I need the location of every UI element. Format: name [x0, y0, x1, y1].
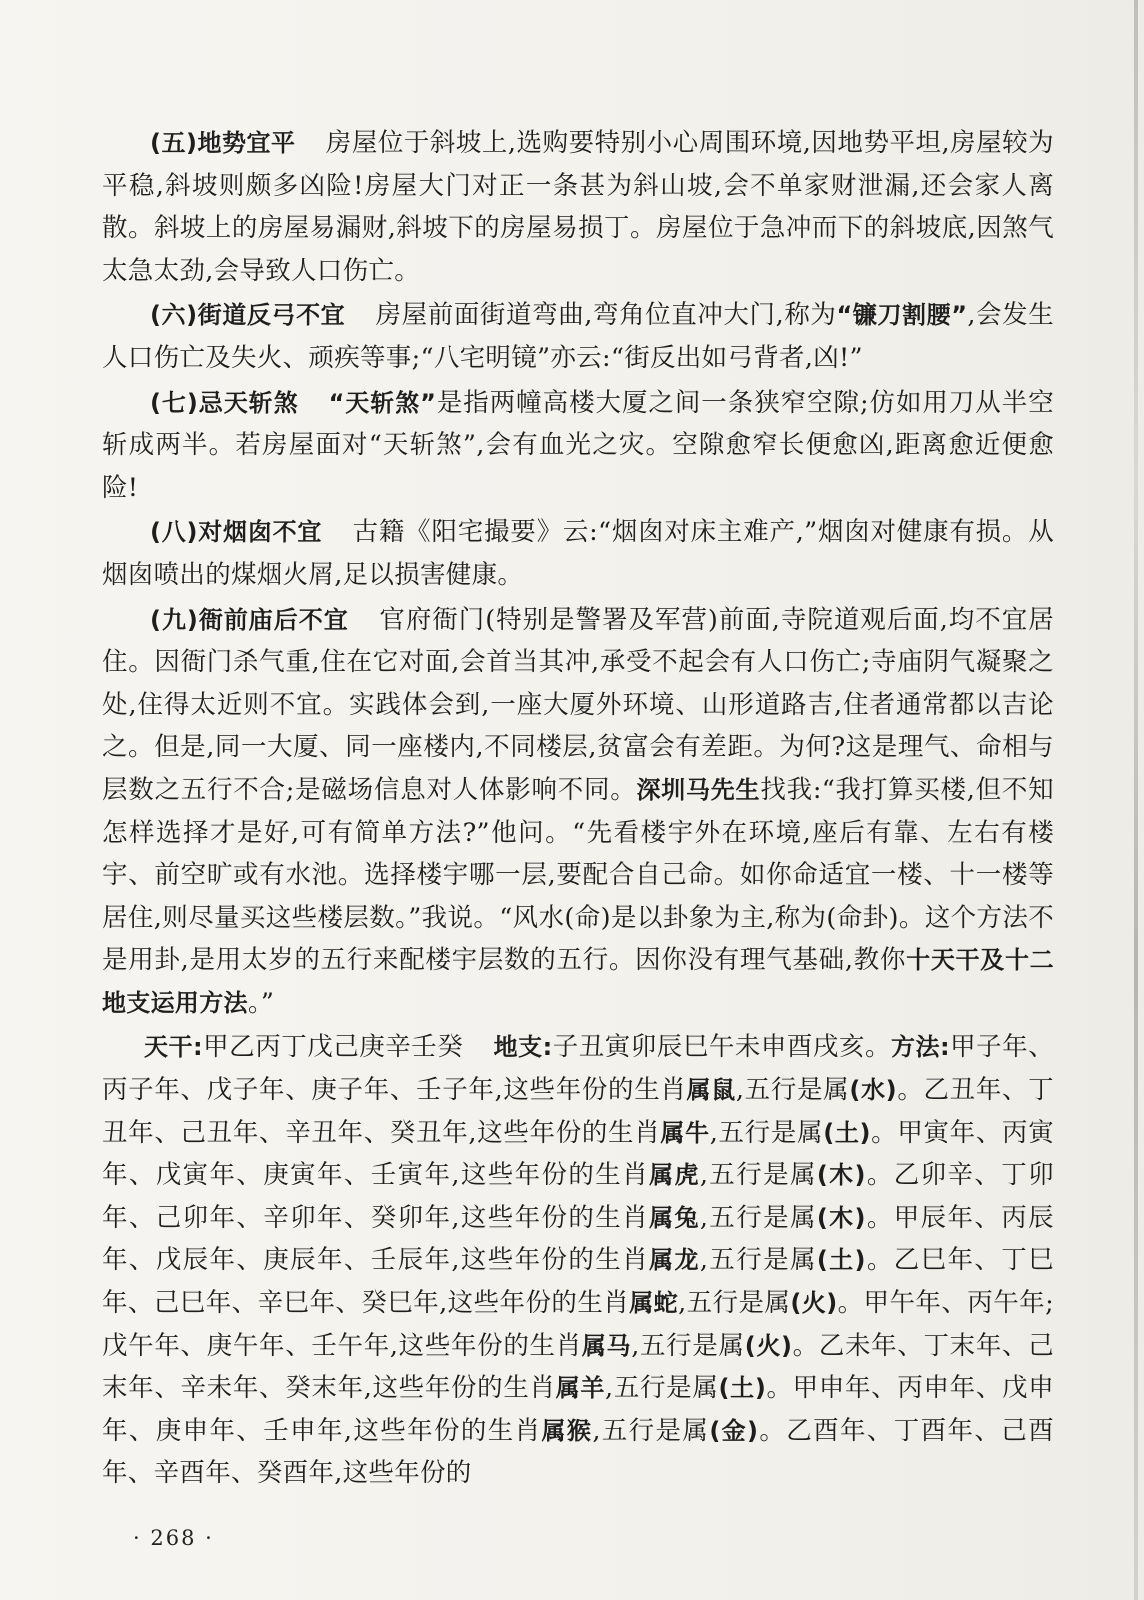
paragraph-text: 。”	[247, 987, 275, 1018]
element-term: (木)	[816, 1203, 866, 1232]
paragraph-7	[102, 382, 1054, 510]
paragraph-text: 。乙未年、丁末年、己末年、辛未年、癸末年,这些年份的生肖	[102, 1330, 1054, 1404]
paragraph-text: 。乙酉年、丁酉年、己酉年、辛酉年、癸酉年,这些年份的	[102, 1415, 1054, 1489]
paragraph-text: 房屋前面街道弯曲,弯角位直冲大门,称为	[375, 300, 837, 331]
paragraph-text: 房屋位于斜坡上,选购要特别小心周围环境,因地势平坦,房屋较为平稳,斜坡则颇多凶险!房屋大门对正一条甚为斜山坡,会不单家财泄漏,还会家人离散。斜坡上的房屋易漏财,斜坡下的房屋易损丁。房屋位于急冲而下的斜坡底,因煞气太急太劲,会导致人口伤亡。	[102, 128, 1054, 286]
paragraph-text: 。甲午年、丙午年;戊午年、庚午年、壬午年,这些年份的生肖	[102, 1288, 1054, 1361]
paragraph-text: 。甲辰年、丙辰年、戊辰年、庚辰年、壬辰年,这些年份的生肖	[102, 1202, 1054, 1276]
zodiac-term: 属虎	[649, 1161, 700, 1190]
paragraph-8	[102, 511, 1054, 596]
tiangan-list: 甲乙丙丁戊己庚辛壬癸	[202, 1032, 464, 1063]
bold-term: “天斩煞”	[328, 388, 437, 417]
paragraph-text: 找我:“我打算买楼,但不知怎样选择才是好,可有简单方法?”他问。“先看楼宇外在环境,座后有靠、左右有楼宇、前空旷或有水池。选择楼宇哪一层,要配合自己命。如你命适宜一楼、十一楼等居住,则尽量买这些楼层数。”我说。“风水(命)是以卦象为主,称为(命卦)。这个方法不是用卦,是用太岁的五行来配楼宇层数的五行。因你没有理气基础,教你	[102, 774, 1054, 976]
zodiac-term: 属蛇	[629, 1289, 679, 1318]
body-text	[102, 122, 1054, 1497]
paragraph-text: 甲子年、丙子年、戊子年、庚子年、壬子年,这些年份的生肖	[102, 1032, 1054, 1106]
tiangan-label: 天干:	[144, 1033, 203, 1062]
paragraph-5	[102, 122, 1054, 292]
zodiac-term: 属马	[581, 1331, 632, 1360]
paragraph-text: ,五行是属	[631, 1330, 745, 1361]
paragraph-text: 。乙丑年、丁丑年、己丑年、辛丑年、癸丑年,这些年份的生肖	[102, 1075, 1054, 1148]
paragraph-text: 。甲寅年、丙寅年、戊寅年、庚寅年、壬寅年,这些年份的生肖	[102, 1117, 1054, 1191]
element-term: (水)	[849, 1076, 897, 1105]
element-term: (土)	[823, 1118, 871, 1147]
bold-term: “镰刀割腰”	[836, 301, 968, 330]
section-heading: (八)对烟囱不宜	[150, 518, 323, 547]
page-edge-shadow	[1134, 0, 1138, 1600]
element-term: (木)	[816, 1161, 866, 1190]
section-heading: (五)地势宜平	[150, 129, 296, 157]
zodiac-term: 属鼠	[686, 1076, 736, 1105]
section-heading: (七)忌天斩煞	[150, 388, 299, 417]
zodiac-term: 属猴	[541, 1416, 593, 1445]
element-term: (土)	[816, 1246, 866, 1275]
element-term: (金)	[709, 1416, 759, 1445]
section-heading: (六)街道反弓不宜	[150, 301, 346, 330]
paragraph-text: 官府衙门(特别是警署及军营)前面,寺院道观后面,均不宜居住。因衙门杀气重,住在它对面,会首当其冲,承受不起会有人口伤亡;寺庙阴气凝聚之处,住得太近则不宜。实践体会到,一座大厦外环境、山形道路吉,住者通常都以吉论之。但是,同一大厦、同一座楼内,不同楼层,贫富会有差距。为何?这是理气、命相与层数之五行不合;是磁场信息对人体影响不同。	[102, 604, 1054, 805]
paragraph-ganzhi	[102, 1026, 1054, 1495]
paragraph-text: ,会发生人口伤亡及失火、顽疾等事;“八宅明镜”亦云:“街反出如弓背者,凶!”	[102, 300, 1054, 373]
paragraph-text: ,五行是属	[592, 1415, 710, 1446]
paragraph-9	[102, 599, 1054, 1025]
paragraph-text: ,五行是属	[709, 1117, 824, 1148]
paragraph-text: ,五行是属	[735, 1075, 850, 1106]
bold-term: 深圳马先生	[636, 775, 761, 804]
section-heading: (九)衙前庙后不宜	[150, 605, 349, 634]
bold-term: 十天干及十二地支运用方法	[102, 946, 1054, 1017]
paragraph-text: 。乙巳年、丁巳年、己巳年、辛巳年、癸巳年,这些年份的生肖	[102, 1245, 1054, 1319]
dizhi-list: 子丑寅卯辰巳午未申酉戌亥。	[552, 1032, 891, 1063]
zodiac-term: 属龙	[649, 1246, 700, 1275]
paragraph-text: 是指两幢高楼大厦之间一条狭窄空隙;仿如用刀从半空斩成两半。若房屋面对“天斩煞”,会有血光之灾。空隙愈窄长便愈凶,距离愈近便愈险!	[102, 387, 1054, 503]
zodiac-term: 属羊	[555, 1374, 606, 1403]
zodiac-term: 属牛	[660, 1118, 710, 1147]
method-label: 方法:	[890, 1033, 950, 1062]
paragraph-text: ,五行是属	[699, 1160, 817, 1191]
dizhi-label: 地支:	[493, 1033, 553, 1062]
paragraph-text: ,五行是属	[678, 1288, 791, 1319]
element-term: (火)	[790, 1289, 838, 1318]
element-term: (火)	[744, 1331, 793, 1360]
paragraph-text: ,五行是属	[699, 1202, 817, 1233]
paragraph-text: ,五行是属	[605, 1373, 719, 1404]
page-number: · 268 ·	[133, 1526, 214, 1550]
paragraph-6	[102, 294, 1054, 379]
paragraph-text: ,五行是属	[699, 1245, 817, 1276]
paragraph-text: 古籍《阳宅撮要》云:“烟囱对床主难产,”烟囱对健康有损。从烟囱喷出的煤烟火屑,足以损害健康。	[102, 517, 1054, 590]
paragraph-text: 。乙卯辛、丁卯年、己卯年、辛卯年、癸卯年,这些年份的生肖	[102, 1160, 1054, 1233]
zodiac-term: 属兔	[649, 1203, 700, 1232]
element-term: (土)	[718, 1374, 767, 1403]
paragraph-text: 。甲申年、丙申年、戊申年、庚申年、壬申年,这些年份的生肖	[102, 1373, 1054, 1446]
